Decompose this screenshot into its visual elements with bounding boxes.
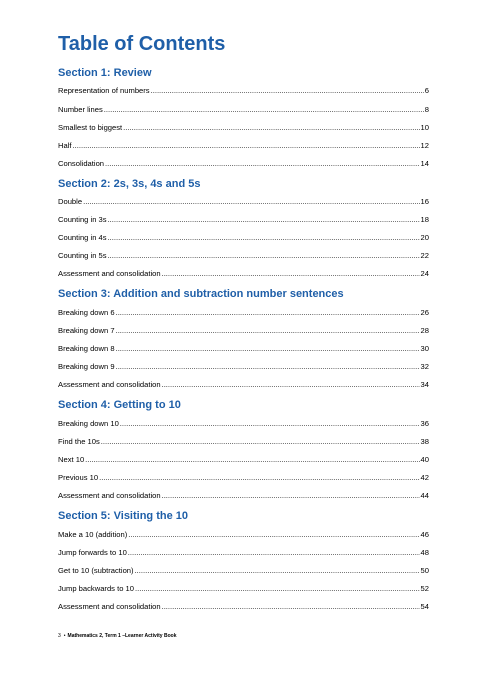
entry-label: Breaking down 8 <box>58 344 115 353</box>
entry-page: 42 <box>420 473 429 482</box>
entry-page: 20 <box>420 233 429 242</box>
entry-label: Breaking down 6 <box>58 308 115 317</box>
dot-leader <box>162 379 420 390</box>
dot-leader <box>120 418 420 429</box>
dot-leader <box>108 214 420 225</box>
entry-label: Assessment and consolidation <box>58 602 161 611</box>
dot-leader <box>162 268 420 279</box>
footer-bullet: • <box>63 633 66 639</box>
entry-page: 46 <box>420 530 429 539</box>
dot-leader <box>135 583 420 594</box>
entry-label: Assessment and consolidation <box>58 491 161 500</box>
section-heading: Section 2: 2s, 3s, 4s and 5s <box>58 178 201 190</box>
entry-page: 10 <box>420 123 429 132</box>
entry-page: 14 <box>420 159 429 168</box>
toc-entry[interactable] <box>58 250 429 261</box>
entry-label: Half <box>58 141 72 150</box>
entry-page: 36 <box>420 419 429 428</box>
entry-page: 44 <box>420 491 429 500</box>
entry-page: 28 <box>420 326 429 335</box>
entry-label: Assessment and consolidation <box>58 269 161 278</box>
page-title: Table of Contents <box>58 33 226 55</box>
entry-page: 30 <box>420 344 429 353</box>
toc-entry[interactable] <box>58 472 429 483</box>
entry-page: 54 <box>420 602 429 611</box>
entry-label: Number lines <box>58 105 103 114</box>
toc-entry[interactable] <box>58 268 429 279</box>
entry-label: Counting in 3s <box>58 215 107 224</box>
dot-leader <box>128 529 419 540</box>
toc-entry[interactable] <box>58 379 429 390</box>
page-footer <box>58 632 176 640</box>
entry-page: 12 <box>420 141 429 150</box>
toc-entry[interactable] <box>58 490 429 501</box>
entry-label: Breaking down 9 <box>58 362 115 371</box>
section-heading: Section 5: Visiting the 10 <box>58 510 188 522</box>
toc-entry[interactable] <box>58 325 429 336</box>
toc-entry[interactable] <box>58 104 429 115</box>
entry-page: 52 <box>420 584 429 593</box>
dot-leader <box>116 325 420 336</box>
entry-label: Jump forwards to 10 <box>58 548 127 557</box>
entry-page: 26 <box>420 308 429 317</box>
entry-page: 32 <box>420 362 429 371</box>
dot-leader <box>162 490 420 501</box>
entry-label: Assessment and consolidation <box>58 380 161 389</box>
toc-entry[interactable] <box>58 343 429 354</box>
dot-leader <box>73 140 420 151</box>
entry-label: Representation of numbers <box>58 86 150 95</box>
entry-page: 50 <box>420 566 429 575</box>
toc-entry[interactable] <box>58 122 429 133</box>
entry-label: Jump backwards to 10 <box>58 584 134 593</box>
toc-entry[interactable] <box>58 583 429 594</box>
entry-page: 48 <box>420 548 429 557</box>
entry-label: Previous 10 <box>58 473 99 482</box>
entry-label: Get to 10 (subtraction) <box>58 566 134 575</box>
entry-page: 18 <box>420 215 429 224</box>
entry-label: Consolidation <box>58 159 105 168</box>
footer-book-title: Mathematics 2, Term 1 –Learner Activity Book <box>67 633 177 639</box>
entry-label: Counting in 5s <box>58 251 107 260</box>
toc-entry[interactable] <box>58 601 429 612</box>
dot-leader <box>151 85 424 96</box>
entry-label: Double <box>58 197 83 206</box>
entry-page: 40 <box>420 455 429 464</box>
entry-label: Breaking down 7 <box>58 326 115 335</box>
section-heading: Section 1: Review <box>58 67 152 79</box>
toc-entry[interactable] <box>58 547 429 558</box>
toc-entry[interactable] <box>58 361 429 372</box>
entry-page: 34 <box>420 380 429 389</box>
dot-leader <box>116 361 420 372</box>
toc-entry[interactable] <box>58 436 429 447</box>
toc-entry[interactable] <box>58 529 429 540</box>
toc-entry[interactable] <box>58 565 429 576</box>
dot-leader <box>135 565 420 576</box>
dot-leader <box>99 472 419 483</box>
dot-leader <box>128 547 420 558</box>
entry-page: 16 <box>420 197 429 206</box>
entry-label: Smallest to biggest <box>58 123 123 132</box>
footer-page-number: 3 <box>58 633 61 639</box>
dot-leader <box>108 232 420 243</box>
dot-leader <box>104 104 424 115</box>
dot-leader <box>83 196 419 207</box>
dot-leader <box>105 158 420 169</box>
entry-label: Breaking down 10 <box>58 419 119 428</box>
dot-leader <box>116 343 420 354</box>
toc-entry[interactable] <box>58 85 429 96</box>
dot-leader <box>85 454 419 465</box>
toc-entry[interactable] <box>58 158 429 169</box>
section-heading: Section 4: Getting to 10 <box>58 399 181 411</box>
dot-leader <box>108 250 420 261</box>
entry-page: 8 <box>424 105 429 114</box>
entry-label: Counting in 4s <box>58 233 107 242</box>
toc-entry[interactable] <box>58 307 429 318</box>
dot-leader <box>101 436 420 447</box>
entry-page: 6 <box>424 86 429 95</box>
toc-entry[interactable] <box>58 454 429 465</box>
entry-page: 38 <box>420 437 429 446</box>
dot-leader <box>123 122 419 133</box>
entry-page: 22 <box>420 251 429 260</box>
toc-entry[interactable] <box>58 232 429 243</box>
dot-leader <box>116 307 420 318</box>
entry-label: Make a 10 (addition) <box>58 530 128 539</box>
section-heading: Section 3: Addition and subtraction number sentences <box>58 288 344 300</box>
toc-entry[interactable] <box>58 140 429 151</box>
entry-page: 24 <box>420 269 429 278</box>
entry-label: Find the 10s <box>58 437 100 446</box>
toc-entry[interactable] <box>58 418 429 429</box>
entry-label: Next 10 <box>58 455 85 464</box>
toc-entry[interactable] <box>58 196 429 207</box>
toc-entry[interactable] <box>58 214 429 225</box>
dot-leader <box>162 601 420 612</box>
